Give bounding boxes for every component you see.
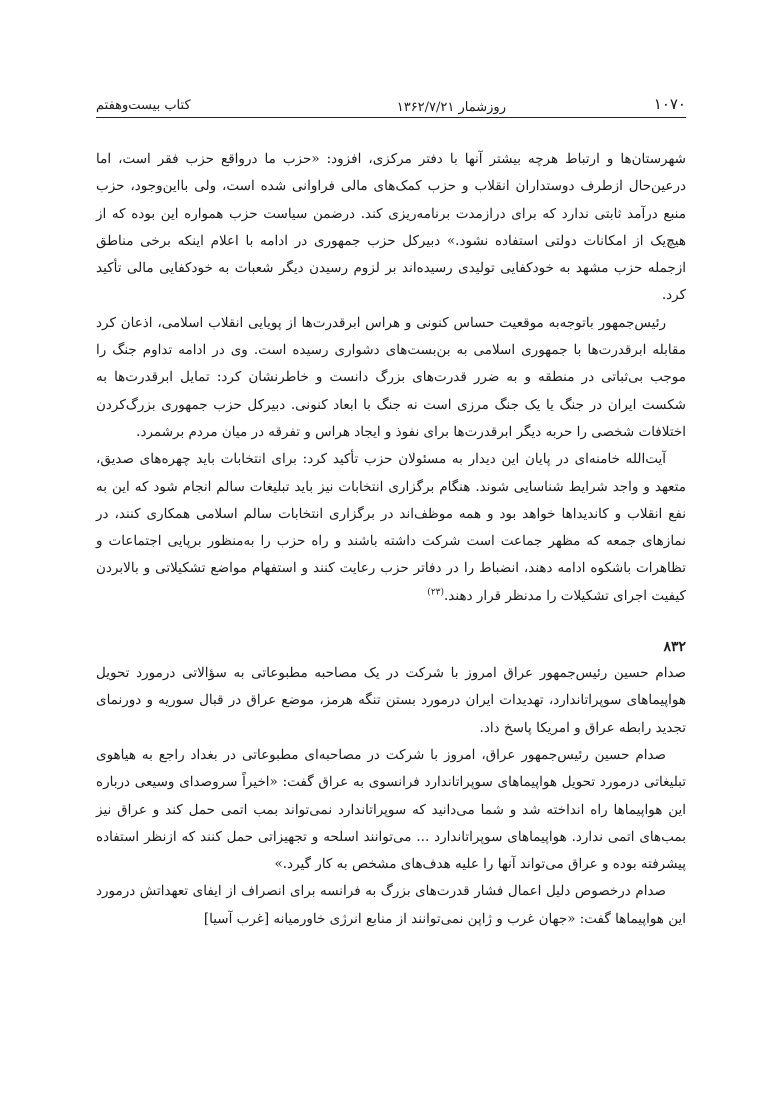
paragraph	[96, 446, 686, 610]
paragraph: صدام درخصوص دلیل اعمال فشار قدرت‌های بزرگ به فرانسه برای انصراف از ایفای تعهداتش درمورد این هواپیماها گفت: «جهان غرب و ژاپن نمی‌توانند از منابع انرژی خاورمیانه [غرب آسیا]	[96, 883, 686, 927]
paragraph-text: آیت‌الله خامنه‌ای در پایان این دیدار به مسئولان حزب تأکید کرد: برای انتخابات باید چهره‌های صدیق، متعهد و واجد شرایط شناسایی شوند. هنگام برگزاری انتخابات نیز باید تبلیغات سالم انجام شود که این به نفع انقلاب و کاندیداها خواهد بود و همه موظف‌اند در برگزاری انتخابات سالم اسلامی همکاری کنند، در نمازهای جمعه که مظهر جماعت است شرکت داشته باشند و راه حزب را به‌منظور برپایی اجتماعات و تظاهرات باشکوه ادامه دهند، انضباط را در دفاتر حزب رعایت کنند و استفهام مواضع تشکیلاتی و بالابردن کیفیت اجرای تشکیلات را مدنظر قرار دهند.	[96, 451, 686, 604]
book-title: کتاب بیست‌وهفتم	[96, 98, 191, 113]
page-number: ۱۰۷۰	[653, 95, 686, 113]
footnote-ref: (۲۳)	[427, 587, 444, 598]
diary-date: روزشمار ۱۳۶۲/۷/۲۱	[396, 100, 506, 115]
section-gap	[96, 610, 686, 634]
page-body	[96, 146, 686, 933]
running-header	[96, 92, 686, 118]
paragraph: شهرستان‌ها و ارتباط هرچه بیشتر آنها با دفتر مرکزی، افزود: «حزب ما درواقع حزب فقر است، اما درعین‌حال ازطرف دوستداران انقلاب و حزب کمک‌های مالی فراوانی شده است، ولی بااین‌وجود، حزب منبع درآمد ثابتی ندارد که برای درازمدت برنامه‌ریزی کند. درضمن سیاست حزب همواره این بوده که از هیچ‌یک از امکانات دولتی استفاده نشود.» دبیرکل حزب جمهوری در ادامه با اعلام اینکه برخی مناطق ازجمله حزب مشهد به خودکفایی تولیدی رسیده‌اند بر لزوم رسیدن دیگر شعبات به خودکفایی مالی تأکید کرد.	[96, 151, 686, 304]
paragraph: صدام حسین رئیس‌جمهور عراق امروز با شرکت در یک مصاحبه مطبوعاتی به سؤالاتی درمورد تحویل هواپیماهای سوپراتاندارد، تهدیدات ایران درمورد بستن تنگه هرمز، موضع عراق در قبال سوریه و دورنمای تجدید رابطه عراق و امریکا پاسخ داد.	[96, 665, 686, 736]
entry-number: ۸۳۲	[663, 639, 686, 656]
paragraph: رئیس‌جمهور باتوجه‌به موقعیت حساس کنونی و هراس ابرقدرت‌ها از پویایی انقلاب اسلامی، اذعان کرد مقابله ابرقدرت‌ها با جمهوری اسلامی به بن‌بست‌های دشواری رسیده است. وی در ادامه تداوم جنگ را موجب بی‌ثباتی در منطقه و به ضرر قدرت‌های بزرگ دانست و خاطرنشان کرد: تمایل ابرقدرت‌ها به شکست ایران در جنگ یا یک جنگ مرزی است نه جنگ با ابعاد کنونی. دبیرکل حزب جمهوری بزرگ‌کردن اختلافات شخصی را حربه دیگر ابرقدرت‌ها برای نفوذ و ایجاد هراس و تفرقه در میان مردم برشمرد.	[96, 314, 686, 440]
header-rule	[96, 117, 686, 118]
paragraph: صدام حسین رئیس‌جمهور عراق، امروز با شرکت در مصاحبه‌ای مطبوعاتی در بغداد راجع به هیاهوی تبلیغاتی درمورد تحویل هواپیماهای سوپراتاندارد فرانسوی به عراق گفت: «اخیراً سروصدای وسیعی درباره این هواپیماها راه انداخته شد و شما می‌دانید که سوپراتاندارد نمی‌تواند بمب اتمی حمل کند و عراق نیز بمب‌های اتمی ندارد. هواپیماهای سوپراتاندارد ... می‌توانند اسلحه و تجهیزاتی حمل کنند که ازنظر استفاده پیشرفته بوده و عراق می‌تواند آنها را علیه هدف‌های مشخص به کار گیرد.»	[96, 746, 686, 873]
